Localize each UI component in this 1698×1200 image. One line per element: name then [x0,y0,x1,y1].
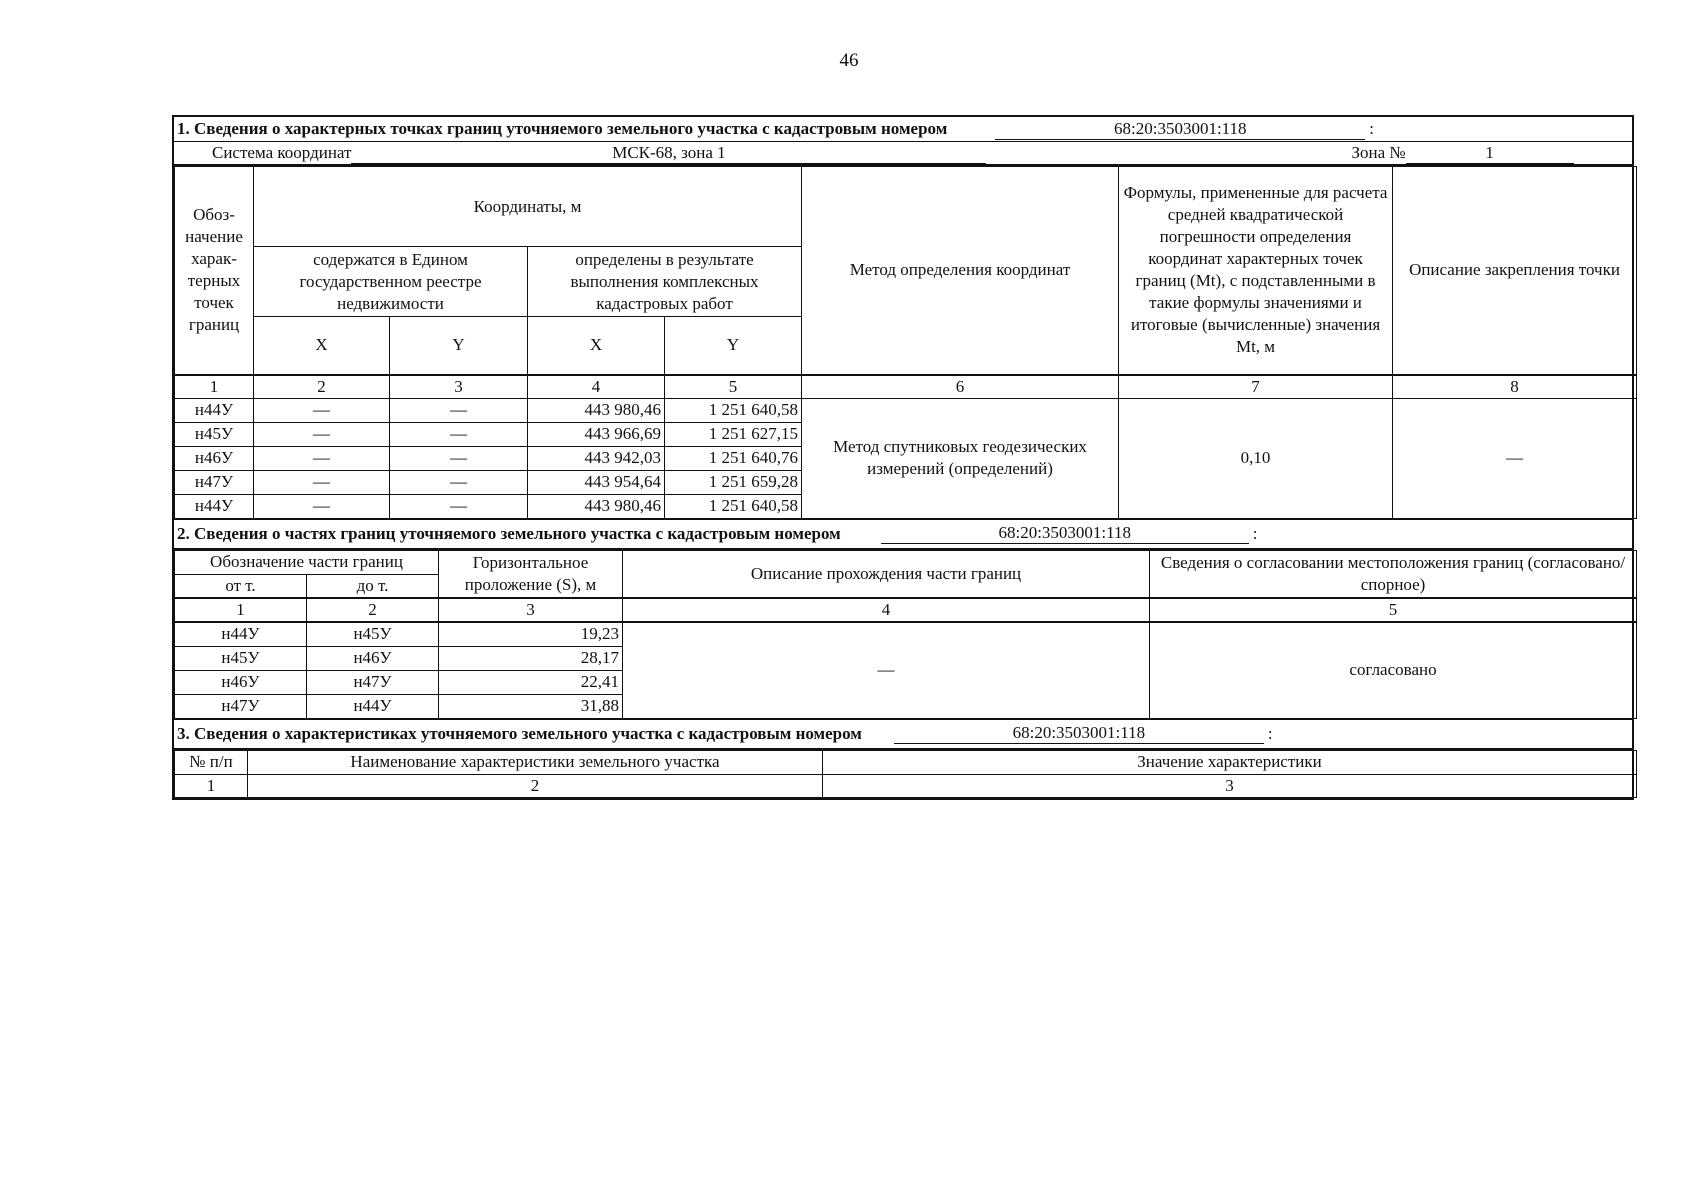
col-num: 3 [439,598,623,622]
section3-title: 3. Сведения о характеристиках уточняемого земельного участка с кадастровым номером [177,723,862,743]
zone-value: 1 [1406,143,1574,164]
x2-value: 443 980,46 [528,494,665,518]
description-value: — [1393,398,1637,518]
coord-system-value: МСК-68, зона 1 [351,143,986,164]
col-num: 6 [802,375,1119,399]
header-x1: X [254,317,390,375]
table-row [175,398,1637,422]
from-point: н46У [175,670,307,694]
header-designation: Обоз- начение харак- терных точек границ [175,167,254,375]
col-num: 2 [307,598,439,622]
header-contained: содержатся в Едином государственном реестре недвижимости [254,247,528,317]
method-value: Метод спутниковых геодезических измерений (определений) [802,398,1119,518]
to-point: н45У [307,622,439,646]
y2-value: 1 251 640,58 [665,398,802,422]
col-num: 1 [175,375,254,399]
to-point: н46У [307,646,439,670]
col-num: 4 [528,375,665,399]
section3-cadastral-number: 68:20:3503001:118 [894,723,1264,744]
section1-column-numbers [175,375,1637,399]
col-num: 5 [1150,598,1637,622]
zone-label: Зона № [1351,143,1406,162]
section3-colon: : [1267,723,1273,743]
header-y1: Y [390,317,528,375]
from-point: н47У [175,694,307,718]
coord-system-label: Система координат [212,143,352,162]
col-num: 2 [248,774,823,797]
y1-value: — [390,470,528,494]
section2-column-numbers [175,598,1637,622]
section2-title: 2. Сведения о частях границ уточняемого земельного участка с кадастровым номером [177,523,841,543]
coordinate-system-row [174,142,1632,166]
horizontal-distance: 28,17 [439,646,623,670]
x2-value: 443 980,46 [528,398,665,422]
x1-value: — [254,446,390,470]
x2-value: 443 942,03 [528,446,665,470]
page-number: 46 [839,50,859,71]
header-y2: Y [665,317,802,375]
passage-value: — [623,622,1150,718]
to-point: н47У [307,670,439,694]
horizontal-distance: 19,23 [439,622,623,646]
section1-heading [174,117,1632,142]
header-agreement: Сведения о согласовании местоположения границ (согласовано/спорное) [1150,550,1637,598]
section2-heading [174,519,1632,550]
point-designation: н46У [175,446,254,470]
y2-value: 1 251 627,15 [665,422,802,446]
section3-heading [174,719,1632,750]
section2-colon: : [1252,523,1258,543]
section2-cadastral-number: 68:20:3503001:118 [881,523,1249,544]
x1-value: — [254,398,390,422]
header-name: Наименование характеристики земельного участка [248,750,823,774]
point-designation: н44У [175,494,254,518]
to-point: н44У [307,694,439,718]
y2-value: 1 251 640,58 [665,494,802,518]
x2-value: 443 954,64 [528,470,665,494]
y1-value: — [390,446,528,470]
agreement-value: согласовано [1150,622,1637,718]
col-num: 3 [390,375,528,399]
header-x2: X [528,317,665,375]
header-method: Метод определения координат [802,167,1119,375]
x1-value: — [254,470,390,494]
header-formulas: Формулы, примененные для расчета средней квадратической погрешности определения координат характерных точек границ (Mt), с подставленными в такие формулы значениями и итоговые (вычисленные) значения Mt, м [1119,167,1393,375]
col-num: 8 [1393,375,1637,399]
section1-cadastral-number: 68:20:3503001:118 [995,119,1365,140]
header-determined: определены в результате выполнения комплексных кадастровых работ [528,247,802,317]
col-num: 5 [665,375,802,399]
y2-value: 1 251 640,76 [665,446,802,470]
col-num: 4 [623,598,1150,622]
header-to: до т. [307,574,439,598]
section1-title: 1. Сведения о характерных точках границ уточняемого земельного участка с кадастровым номером [177,119,948,138]
horizontal-distance: 31,88 [439,694,623,718]
header-num: № п/п [175,750,248,774]
section1-table [174,166,1637,519]
section1-colon: : [1369,119,1375,138]
header-horizontal: Горизонтальное проложение (S), м [439,550,623,598]
point-designation: н44У [175,398,254,422]
section3-column-numbers [175,774,1637,797]
y1-value: — [390,494,528,518]
header-value: Значение характеристики [823,750,1637,774]
section3-table [174,750,1637,798]
from-point: н44У [175,622,307,646]
horizontal-distance: 22,41 [439,670,623,694]
col-num: 3 [823,774,1637,797]
from-point: н45У [175,646,307,670]
mt-value: 0,10 [1119,398,1393,518]
point-designation: н45У [175,422,254,446]
table-row [175,622,1637,646]
point-designation: н47У [175,470,254,494]
col-num: 7 [1119,375,1393,399]
section2-table [174,550,1637,719]
col-num: 1 [175,598,307,622]
x1-value: — [254,422,390,446]
cadastral-document [172,115,1634,800]
header-description: Описание закрепления точки [1393,167,1637,375]
header-part-designation: Обозначение части границ [175,550,439,574]
y1-value: — [390,398,528,422]
x2-value: 443 966,69 [528,422,665,446]
x1-value: — [254,494,390,518]
header-from: от т. [175,574,307,598]
header-coordinates: Координаты, м [254,167,802,247]
header-passage: Описание прохождения части границ [623,550,1150,598]
y2-value: 1 251 659,28 [665,470,802,494]
col-num: 1 [175,774,248,797]
y1-value: — [390,422,528,446]
col-num: 2 [254,375,390,399]
